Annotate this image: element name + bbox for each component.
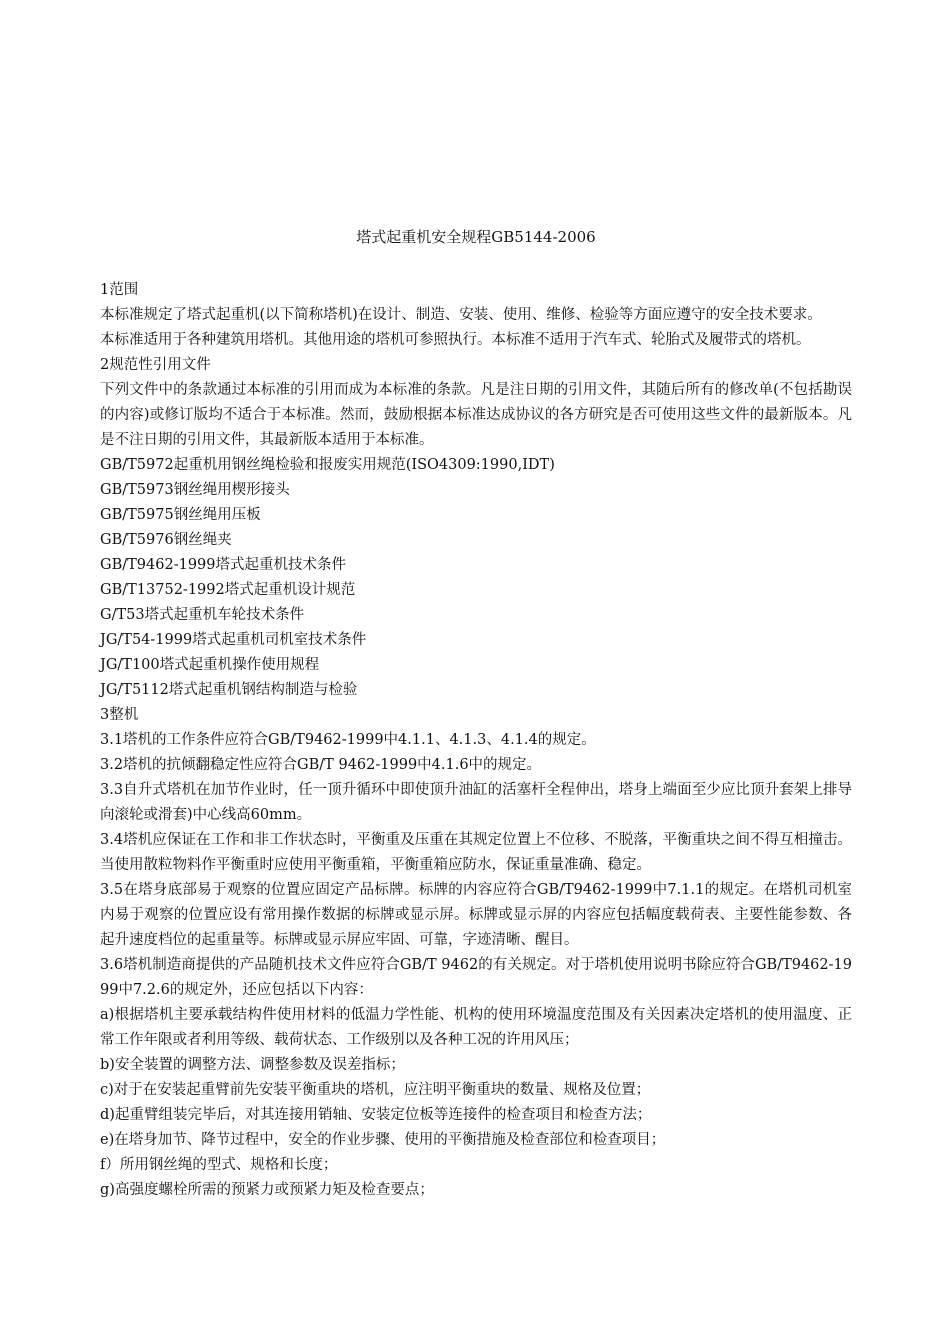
list-item: e)在塔身加节、降节过程中，安全的作业步骤、使用的平衡措施及检查部位和检查项目； [100,1132,666,1148]
reference-item: JG/T54-1999塔式起重机司机室技术条件 [100,632,367,648]
reference-item: GB/T5976钢丝绳夹 [100,532,232,548]
reference-item: GB/T5972起重机用钢丝绳检验和报废实用规范(ISO4309:1990,IDT) [100,457,555,473]
reference-item: GB/T13752-1992塔式起重机设计规范 [100,582,356,598]
section-heading-references: 2规范性引用文件 [100,357,211,373]
reference-item: GB/T5975钢丝绳用压板 [100,507,261,523]
reference-item: GB/T5973钢丝绳用楔形接头 [100,482,290,498]
clause: 3.1塔机的工作条件应符合GB/T9462-1999中4.1.1、4.1.3、4.1.4的规定。 [100,732,596,748]
reference-item: GB/T9462-1999塔式起重机技术条件 [100,557,346,573]
clause: 3.4塔机应保证在工作和非工作状态时，平衡重及压重在其规定位置上不位移、不脱落，平衡重块之间不得互相撞击。当使用散粒物料作平衡重时应使用平衡重箱，平衡重箱应防水，保证重量准确、稳定。 [100,832,852,873]
paragraph: 本标准适用于各种建筑用塔机。其他用途的塔机可参照执行。本标准不适用于汽车式、轮胎式及履带式的塔机。 [100,332,811,348]
reference-item: JG/T100塔式起重机操作使用规程 [100,657,320,673]
list-item: g)高强度螺栓所需的预紧力或预紧力矩及检查要点； [100,1182,434,1198]
document-page [100,226,852,1203]
paragraph: 下列文件中的条款通过本标准的引用而成为本标准的条款。凡是注日期的引用文件，其随后所有的修改单(不包括勘误的内容)或修订版均不适合于本标准。然而，鼓励根据本标准达成协议的各方研究是否可使用这些文件的最新版本。凡是不注日期的引用文件，其最新版本适用于本标准。 [100,382,852,448]
section-heading-scope: 1范围 [100,282,139,298]
reference-item: G/T53塔式起重机车轮技术条件 [100,607,305,623]
document-title: 塔式起重机安全规程GB5144-2006 [356,228,596,246]
list-item: a)根据塔机主要承载结构件使用材料的低温力学性能、机构的使用环境温度范围及有关因素决定塔机的使用温度、正常工作年限或者利用等级、载荷状态、工作级别以及各种工况的许用风压； [100,1007,852,1048]
clause: 3.3自升式塔机在加节作业时，任一顶升循环中即使顶升油缸的活塞杆全程伸出，塔身上端面至少应比顶升套架上排导向滚轮或滑套)中心线高60mm。 [100,782,852,823]
section-heading-machine: 3整机 [100,707,139,723]
reference-item: JG/T5112塔式起重机钢结构制造与检验 [100,682,358,698]
paragraph: 本标准规定了塔式起重机(以下简称塔机)在设计、制造、安装、使用、维修、检验等方面应遵守的安全技术要求。 [100,307,822,323]
clause: 3.2塔机的抗倾翻稳定性应符合GB/T 9462-1999中4.1.6中的规定。 [100,757,542,773]
clause: 3.6塔机制造商提供的产品随机技术文件应符合GB/T 9462的有关规定。对于塔机使用说明书除应符合GB/T9462-1999中7.2.6的规定外，还应包括以下内容： [100,957,852,998]
list-item: b)安全装置的调整方法、调整参数及误差指标； [100,1057,405,1073]
list-item: f）所用钢丝绳的型式、规格和长度； [100,1157,338,1173]
clause: 3.5在塔身底部易于观察的位置应固定产品标牌。标牌的内容应符合GB/T9462-1999中7.1.1的规定。在塔机司机室内易于观察的位置应设有常用操作数据的标牌或显示屏。标牌或显示屏的内容应包括幅度载荷表、主要性能参数、各起升速度档位的起重量等。标牌或显示屏应牢固、可靠，字迹清晰、醒目。 [100,882,852,948]
list-item: c)对于在安装起重臂前先安装平衡重块的塔机，应注明平衡重块的数量、规格及位置； [100,1082,651,1098]
list-item: d)起重臂组装完毕后，对其连接用销轴、安装定位板等连接件的检查项目和检查方法； [100,1107,652,1123]
